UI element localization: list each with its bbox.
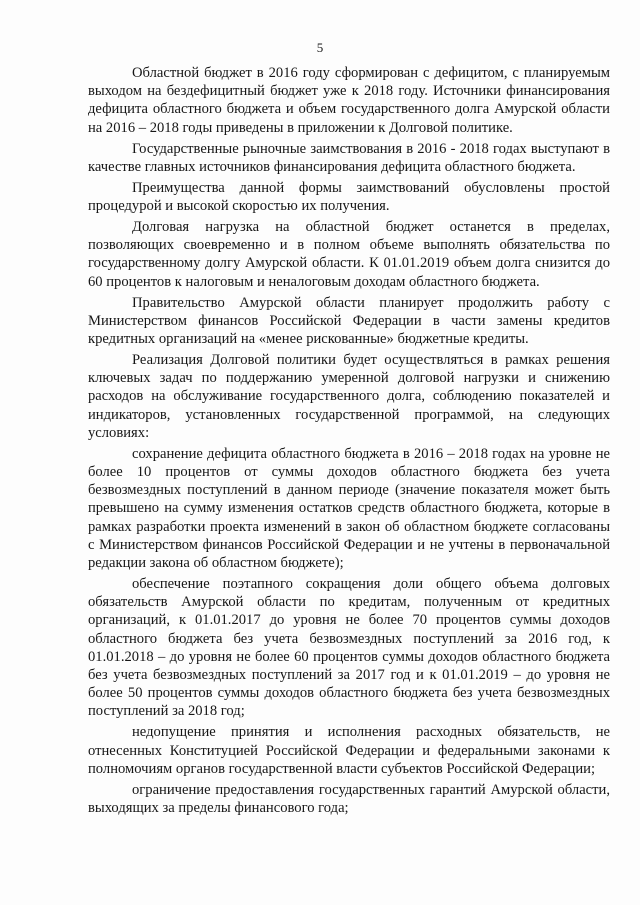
paragraph-government-plans: Правительство Амурской области планирует продолжить работу с Министерством финансов Российской Федерации в части замены кредитов кредитных организаций на «менее рискованные» бюджетные кредиты. xyxy=(88,294,610,348)
paragraph-deficit-condition: сохранение дефицита областного бюджета в 2016 – 2018 годах на уровне не более 10 процентов от суммы доходов областного бюджета без учета безвозмездных поступлений в данном периоде (значение показателя может быть превышено на сумму изменения остатков средств областного бюджета, которые в рамках разработки проекта изменений в закон об областном бюджете согласованы с Министерством финансов Российской Федерации и не учтены в первоначальной редакции закона об областном бюджете); xyxy=(88,445,610,572)
document-body xyxy=(88,64,610,820)
page-number: 5 xyxy=(316,40,324,55)
paragraph-market-borrowings: Государственные рыночные заимствования в 2016 - 2018 годах выступают в качестве главных источников финансирования дефицита областного бюджета. xyxy=(88,140,610,175)
paragraph-budget-deficit: Областной бюджет в 2016 году сформирован с дефицитом, с планируемым выходом на бездефицитный бюджет уже к 2018 году. Источники финансирования дефицита областного бюджета и объем государственного долга Амурской области на 2016 – 2018 годы приведены в приложении к Долговой политике. xyxy=(88,65,610,136)
paragraph-policy-implementation: Реализация Долговой политики будет осуществляться в рамках решения ключевых задач по поддержанию умеренной долговой нагрузки и снижению расходов на обслуживание государственного долга, соблюдению показателей и индикаторов, установленных государственной программой, на следующих условиях: xyxy=(88,352,610,441)
paragraph-guarantees-condition: ограничение предоставления государственных гарантий Амурской области, выходящих за пределы финансового года; xyxy=(88,781,610,817)
paragraph-debt-reduction-condition: обеспечение поэтапного сокращения доли общего объема долговых обязательств Амурской области по кредитам, полученным от кредитных организаций, к 01.01.2017 до уровня не более 70 процентов суммы доходов областного бюджета без учета безвозмездных поступлений за 2016 год, к 01.01.2018 – до уровня не более 60 процентов суммы доходов областного бюджета без учета безвозмездных поступлений за 2017 год и к 01.01.2019 – до уровня не более 50 процентов суммы доходов областного бюджета без учета безвозмездных поступлений за 2018 год; xyxy=(88,576,610,720)
paragraph-debt-load: Долговая нагрузка на областной бюджет останется в пределах, позволяющих своевременно и в полном объеме выполнять обязательства по государственному долгу Амурской области. К 01.01.2019 объем долга снизится до 60 процентов к налоговым и неналоговым доходам областного бюджета. xyxy=(88,219,610,290)
paragraph-expenditure-condition: недопущение принятия и исполнения расходных обязательств, не отнесенных Конституцией Российской Федерации и федеральными законами к полномочиям органов государственной власти субъектов Российской Федерации; xyxy=(88,724,610,777)
paragraph-borrowing-advantages: Преимущества данной формы заимствований обусловлены простой процедурой и высокой скоростью их получения. xyxy=(88,179,610,215)
